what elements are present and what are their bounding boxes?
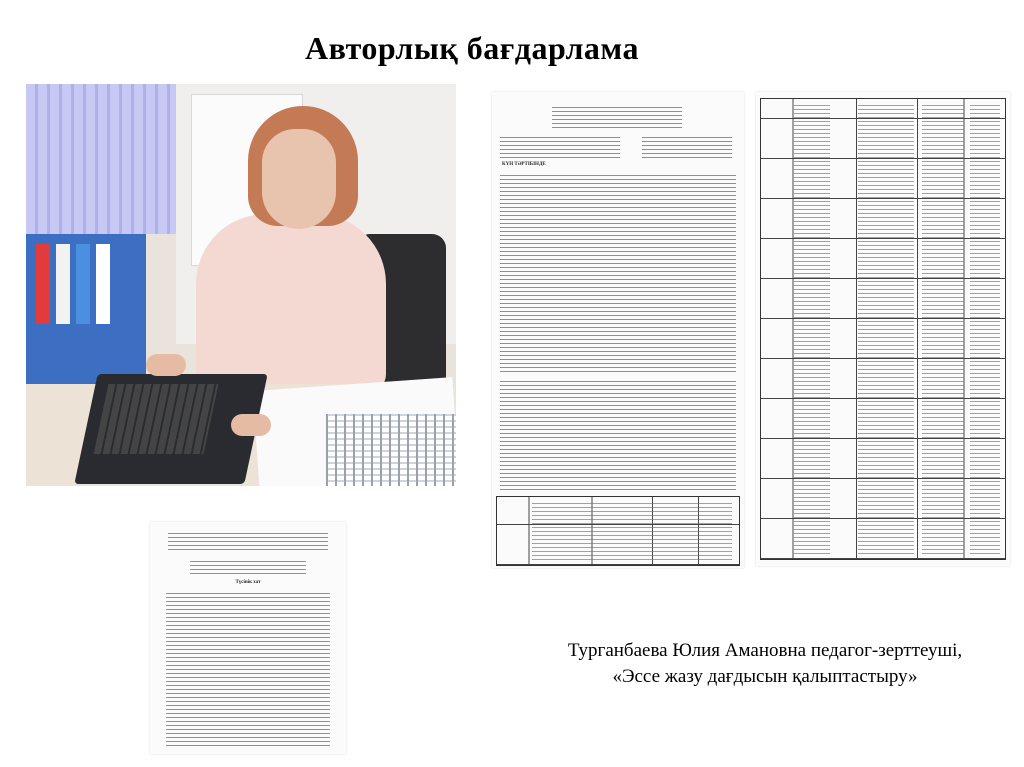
hand [146,354,186,376]
program-cover-scan [150,522,346,754]
slide-title: Авторлық бағдарлама [304,30,639,66]
answer-sheet [326,414,456,486]
person-face [262,129,336,229]
agenda-heading: КҮН ТӘРТІБІНДЕ [502,162,546,167]
order-document-scan [492,92,744,568]
window-blinds [26,84,176,234]
person-body [196,214,386,394]
binder [76,244,90,324]
author-caption: Турганбаева Юлия Амановна педагог-зерттеуші, «Эссе жазу дағдысын қалыптастыру» [567,640,963,687]
hand [231,414,271,436]
binder [56,244,70,324]
cover-section-heading: Түсінік хат [235,580,261,585]
author-photo [26,84,456,486]
binder [36,244,50,324]
laptop-keyboard [94,384,219,454]
binder [96,244,110,324]
list-table-scan [756,92,1010,566]
